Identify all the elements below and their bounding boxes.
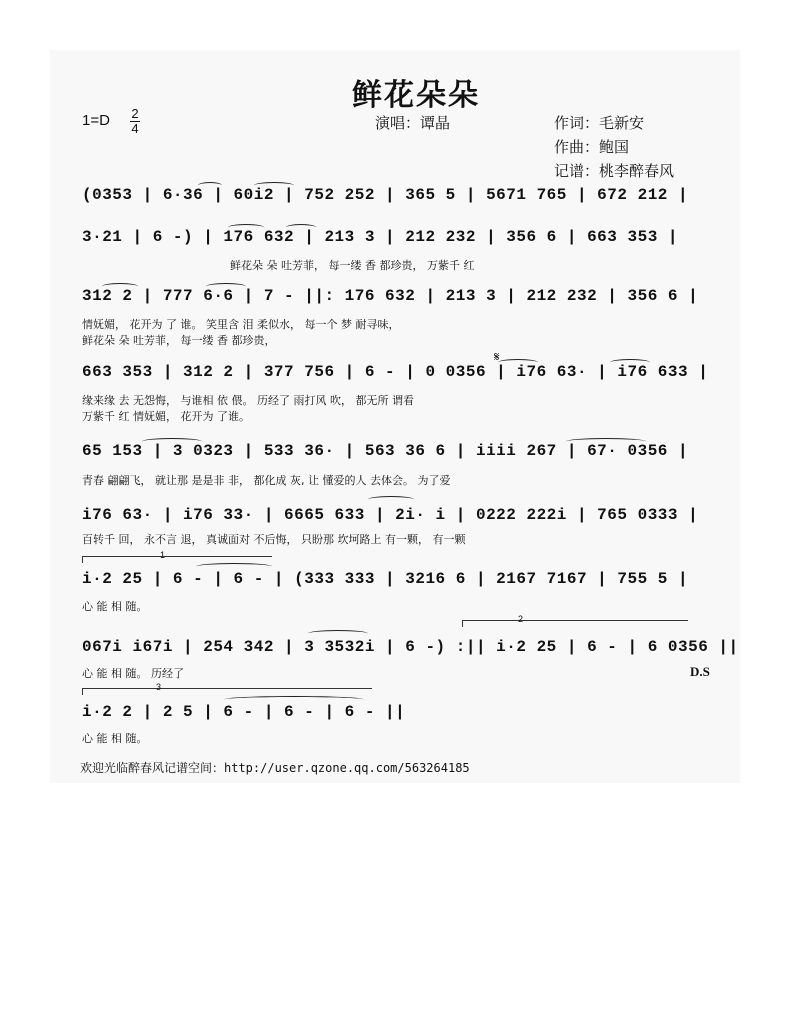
volta-number: 3: [156, 682, 162, 692]
slur: [142, 438, 202, 445]
notation-row-7: i·2 25 | 6 - | 6 - | (333 333 | 3216 6 | 2167 7167 | 755 5 |: [82, 570, 689, 588]
lyrics-row-4b: 万紫千 红 情妩媚， 花开为 了谁。: [82, 410, 250, 423]
volta-bracket-3: [82, 682, 372, 692]
notation-row-9: i·2 2 | 2 5 | 6 - | 6 - | 6 - ||: [82, 703, 406, 721]
time-top: 2: [131, 106, 139, 121]
lyricist: 作词：毛新安: [554, 114, 645, 132]
slur: [286, 224, 316, 231]
song-title: 鲜花朵朵: [352, 78, 480, 113]
slur: [228, 224, 264, 231]
notation-row-5: 65 153 | 3 0323 | 533 36· | 563 36 6 | iiii 267 | 67· 0356 |: [82, 442, 689, 460]
slur: [498, 359, 538, 366]
slur: [254, 182, 294, 189]
volta-number: 1: [160, 550, 166, 560]
lyrics-row-6: 百转千 回， 永不言 退， 真诚面对 不后悔， 只盼那 坎坷路上 有一颗， 有一颗: [82, 533, 466, 546]
transcriber: 记谱：桃李醉春风: [554, 162, 675, 180]
slur: [102, 283, 138, 290]
slur: [566, 438, 646, 445]
score-sheet: [50, 50, 740, 783]
time-bottom: 4: [131, 121, 139, 136]
notation-row-1: (0353 | 6·36 | 60i2 | 752 252 | 365 5 | 5671 765 | 672 212 |: [82, 186, 689, 204]
slur: [206, 283, 246, 290]
lyrics-row-4a: 缘来缘 去 无怨悔， 与谁相 依 偎。 历经了 雨打风 吹， 都无所 谓看: [82, 394, 414, 407]
slur: [198, 182, 222, 189]
notation-row-6: i76 63· | i76 33· | 6665 633 | 2i· i | 0222 222i | 765 0333 |: [82, 506, 699, 524]
notation-row-2: 3·21 | 6 -) | 176 632 | 213 3 | 212 232 | 356 6 | 663 353 |: [82, 228, 678, 246]
lyrics-row-5: 青春 翩翩飞， 就让那 是是非 非， 都化成 灰, 让 懂爱的人 去体会。 为了爱: [82, 474, 451, 487]
volta-bracket-2: [462, 614, 688, 624]
segno-sign: 𝄋: [494, 350, 500, 365]
slur: [368, 496, 414, 503]
composer: 作曲：鲍国: [554, 138, 630, 156]
slur: [224, 696, 364, 703]
lyrics-row-7: 心 能 相 随。: [82, 600, 148, 613]
volta-number: 2: [518, 614, 524, 624]
volta-bracket-1: [82, 550, 272, 560]
notation-row-8: 067i i67i | 254 342 | 3 3532i | 6 -) :|| i·2 25 | 6 - | 6 0356 ||: [82, 638, 739, 656]
notation-row-3: 312 2 | 777 6·6 | 7 - ||: 176 632 | 213 3 | 212 232 | 356 6 |: [82, 287, 699, 305]
lyrics-row-9: 心 能 相 随。: [82, 732, 148, 745]
key-signature: 1=D: [82, 112, 110, 129]
lyrics-row-8: 心 能 相 随。 历经了: [82, 667, 184, 680]
footer-credit: 欢迎光临醉春风记谱空间：http://user.qzone.qq.com/563264185: [80, 761, 470, 775]
slur: [196, 563, 272, 570]
dal-segno-mark: D.S: [690, 664, 710, 679]
lyrics-row-3b: 鲜花朵 朵 吐芳菲， 每一缕 香 都珍贵，: [82, 334, 276, 347]
time-signature: [130, 108, 140, 135]
singer: 演唱：谭晶: [375, 114, 451, 132]
slur: [308, 630, 368, 637]
slur: [610, 359, 650, 366]
lyrics-row-2: 鲜花朵 朵 吐芳菲， 每一缕 香 都珍贵， 万紫千 红: [230, 259, 475, 272]
notation-row-4: 663 353 | 312 2 | 377 756 | 6 - | 0 0356 | i76 63· | i76 633 |: [82, 363, 709, 381]
lyrics-row-3a: 情妩媚， 花开为 了 谁。 笑里含 泪 柔似水， 每一个 梦 耐寻味，: [82, 318, 400, 331]
